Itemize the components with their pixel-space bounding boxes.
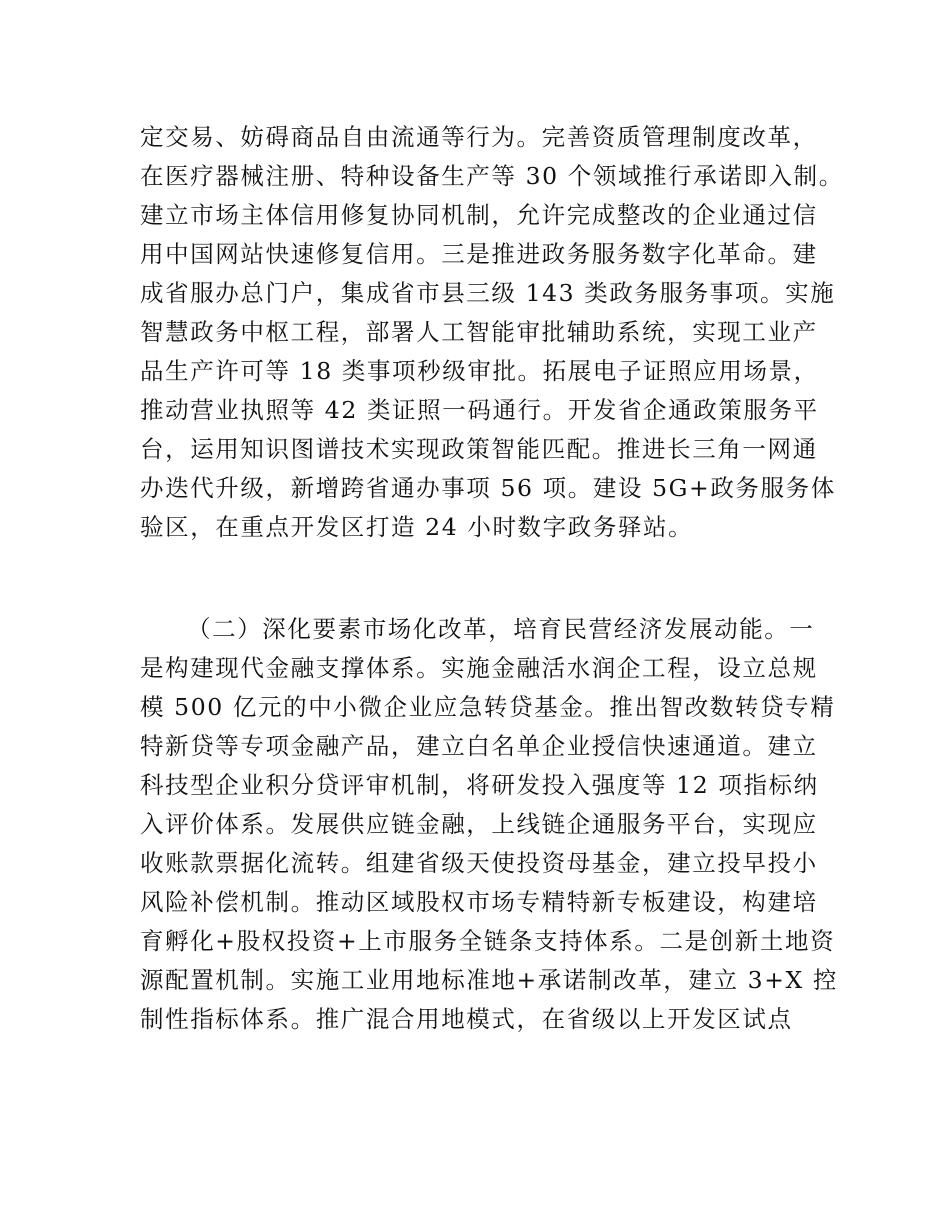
text-line: 制性指标体系。推广混合用地模式，在省级以上开发区试点 bbox=[140, 1005, 793, 1033]
text-line: 育孵化+股权投资+上市服务全链条支持体系。二是创新土地资 bbox=[140, 927, 836, 955]
text-line: 科技型企业积分贷评审机制，将研发投入强度等 12 项指标纳 bbox=[140, 771, 819, 799]
text-line: 智慧政务中枢工程，部署人工智能审批辅助系统，实现工业产 bbox=[140, 318, 818, 346]
text-line: 办迭代升级，新增跨省通办事项 56 项。建设 5G+政务服务体 bbox=[140, 474, 836, 502]
text-line: 定交易、妨碍商品自由流通等行为。完善资质管理制度改革， bbox=[140, 123, 818, 151]
text-line: 入评价体系。发展供应链金融，上线链企通服务平台，实现应 bbox=[140, 810, 818, 838]
section-heading-line: （二）深化要素市场化改革，培育民营经济发展动能。一 bbox=[187, 615, 815, 643]
text-line: 源配置机制。实施工业用地标准地+承诺制改革，建立 3+X 控 bbox=[140, 966, 839, 994]
text-line: 品生产许可等 18 类事项秒级审批。拓展电子证照应用场景， bbox=[140, 357, 819, 385]
text-line: 收账款票据化流转。组建省级天使投资母基金，建立投早投小 bbox=[140, 849, 818, 877]
text-line: 模 500 亿元的中小微企业应急转贷基金。推出智改数转贷专精 bbox=[140, 693, 836, 721]
text-line: 特新贷等专项金融产品，建立白名单企业授信快速通道。建立 bbox=[140, 732, 818, 760]
text-line: 建立市场主体信用修复协同机制，允许完成整改的企业通过信 bbox=[140, 201, 818, 229]
text-line: 在医疗器械注册、特种设备生产等 30 个领域推行承诺即入制。 bbox=[140, 162, 844, 190]
paragraph-1 bbox=[140, 118, 844, 547]
text-line: 台，运用知识图谱技术实现政策智能匹配。推进长三角一网通 bbox=[140, 435, 818, 463]
text-line: 风险补偿机制。推动区域股权市场专精特新专板建设，构建培 bbox=[140, 888, 818, 916]
text-line: 用中国网站快速修复信用。三是推进政务服务数字化革命。建 bbox=[140, 240, 818, 268]
paragraph-2 bbox=[140, 610, 839, 1039]
text-line: 验区，在重点开发区打造 24 小时数字政务驿站。 bbox=[140, 513, 694, 541]
text-line: 推动营业执照等 42 类证照一码通行。开发省企通政策服务平 bbox=[140, 396, 819, 424]
text-line: 是构建现代金融支撑体系。实施金融活水润企工程，设立总规 bbox=[140, 654, 818, 682]
text-line: 成省服办总门户，集成省市县三级 143 类政务服务事项。实施 bbox=[140, 279, 836, 307]
